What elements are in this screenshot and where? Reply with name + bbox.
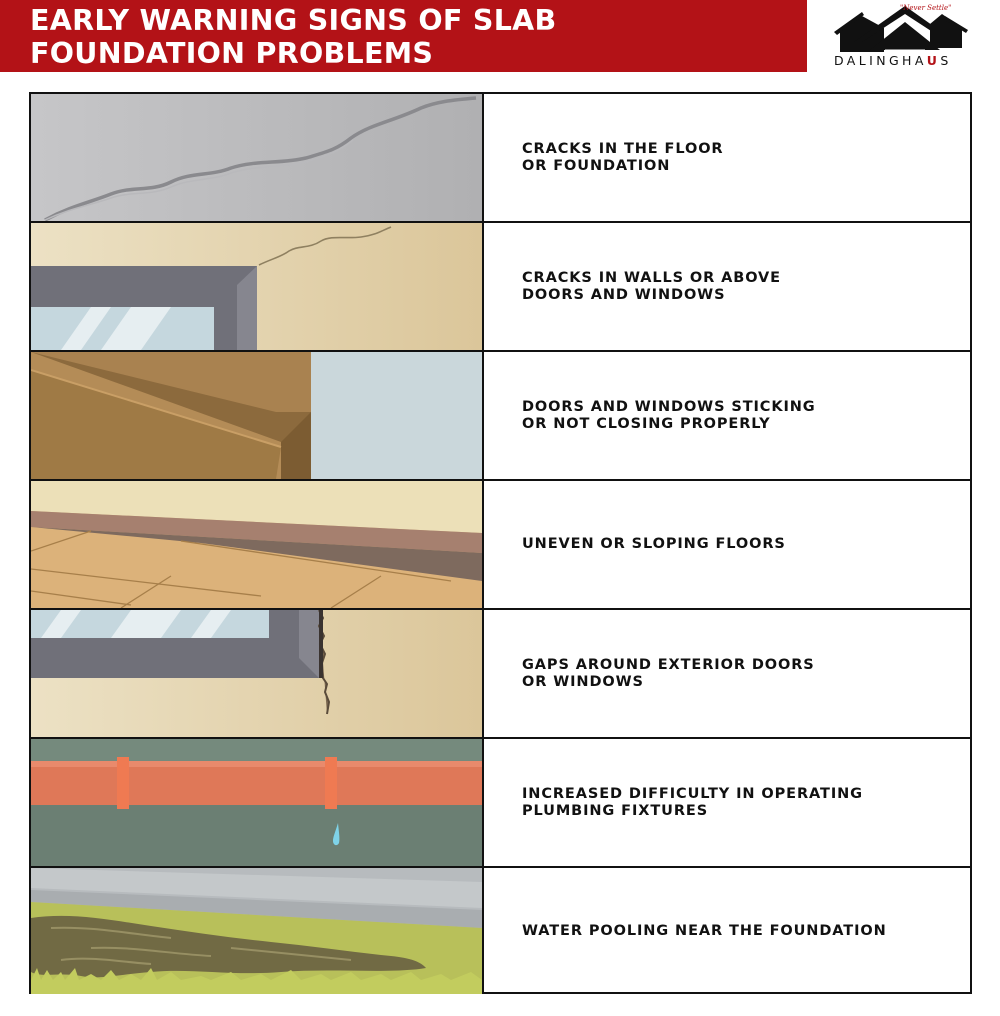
logo-tagline: "Never Settle"	[900, 4, 952, 12]
sign-row-plumbing	[31, 739, 970, 868]
logo-wordmark-prefix: DALINGHA	[834, 53, 927, 68]
leaking-pipe-illustration	[31, 739, 484, 866]
sign-row-window-gaps	[31, 610, 970, 739]
sign-row-water-pooling	[31, 868, 970, 994]
title-banner	[0, 0, 807, 72]
window-gap-illustration	[31, 610, 484, 737]
page-title: EARLY WARNING SIGNS OF SLAB FOUNDATION PROBLEMS	[30, 4, 557, 70]
warning-signs-table	[29, 92, 972, 994]
sign-label: UNEVEN OR SLOPING FLOORS	[522, 536, 786, 552]
wall-crack-illustration	[31, 223, 484, 350]
sign-row-sticking-doors	[31, 352, 970, 481]
sign-label: GAPS AROUND EXTERIOR DOORS OR WINDOWS	[522, 656, 815, 690]
sloping-floor-illustration	[31, 481, 484, 608]
sign-row-wall-cracks	[31, 223, 970, 352]
sign-label: WATER POOLING NEAR THE FOUNDATION	[522, 922, 887, 939]
floor-crack-illustration	[31, 94, 484, 221]
water-pooling-illustration	[31, 868, 484, 994]
sign-row-floor-cracks	[31, 94, 970, 223]
sign-label: CRACKS IN THE FLOOR OR FOUNDATION	[522, 140, 724, 174]
sign-label: INCREASED DIFFICULTY IN OPERATING PLUMBING FIXTURES	[522, 785, 863, 819]
logo-wordmark-suffix: S	[940, 53, 952, 68]
sticking-door-illustration	[31, 352, 484, 479]
sign-label: DOORS AND WINDOWS STICKING OR NOT CLOSING PROPERLY	[522, 398, 816, 432]
company-logo[interactable]	[830, 2, 980, 72]
sign-label: CRACKS IN WALLS OR ABOVE DOORS AND WINDOWS	[522, 269, 781, 303]
logo-wordmark	[834, 53, 952, 68]
sign-row-sloping-floors	[31, 481, 970, 610]
logo-wordmark-u: U	[926, 53, 941, 68]
